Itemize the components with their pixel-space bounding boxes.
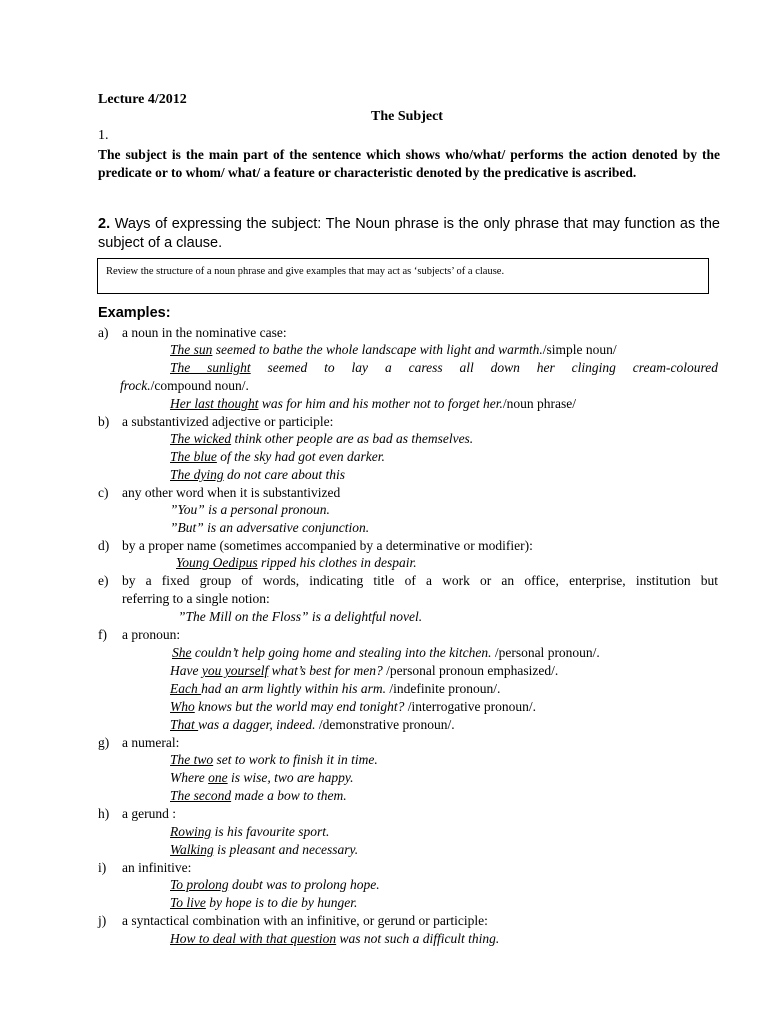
example-rest: was a dagger, indeed. [198,717,319,732]
example-g3 [170,788,347,804]
example-subject: She [172,645,192,660]
example-subject: Young Oedipus [176,555,258,570]
example-rest: had an arm lightly within his arm. [201,681,390,696]
example-subject: The dying [170,467,224,482]
example-a3 [170,396,576,412]
example-j1 [170,931,499,947]
list-item-j [98,913,488,929]
list-item-e-line2: referring to a single notion: [122,591,270,606]
page-title: The Subject [371,109,443,124]
section-2 [98,215,720,253]
list-item-h [98,806,176,822]
example-f4 [170,699,536,715]
example-rest: set to work to finish it in time. [213,752,378,767]
list-label: f) [98,627,107,642]
example-rest: ripped his clothes in despair. [257,555,417,570]
example-subject: you yourself [201,663,269,678]
subject-definition: The subject is the main part of the sentence which shows who/what/ performs the action denoted by the predicate or to whom/ what/ a feature or characteristic denoted by the predicative is ascribed. [98,147,720,180]
example-b3 [170,467,345,483]
lecture-label: Lecture 4/2012 [98,92,187,107]
list-label: a) [98,325,109,340]
example-i2 [170,895,357,911]
task-box-text: Review the structure of a noun phrase and give examples that may act as ‘subjects’ of a clause. [106,266,505,277]
example-b1 [170,431,473,447]
list-label: h) [98,806,110,821]
example-rest: think other people are as bad as themselves. [231,431,474,446]
list-item-text: a numeral: [122,735,180,750]
list-label: b) [98,414,110,429]
example-note: /personal pronoun/. [494,645,600,660]
section-2-text: Ways of expressing the subject: The Noun phrase is the only phrase that may function as the subject of a clause. [98,216,720,251]
example-rest: couldn’t help going home and stealing into the kitchen. [191,645,495,660]
example-h2 [170,842,358,858]
example-rest: made a bow to them. [231,788,347,803]
list-item-text: an infinitive: [122,860,192,875]
example-rest: is wise, two are happy. [227,770,354,785]
example-note: /compound noun/. [150,378,249,393]
example-rest: seemed to lay a caress all down her clinging cream-coloured [267,360,718,375]
example-a1 [170,342,617,358]
example-note: /noun phrase/ [502,396,577,411]
example-rest: was for him and his mother not to forget her. [258,396,503,411]
example-subject: Her last thought [170,396,259,411]
example-subject: one [208,770,228,785]
example-c2: ”But” is an adversative conjunction. [170,520,370,535]
section-1-number: 1. [98,128,109,143]
example-rest: seemed to bathe the whole landscape with light and warmth. [212,342,543,357]
example-subject: The sun [170,342,213,357]
list-item-i [98,860,191,876]
example-c1: ”You” is a personal pronoun. [170,502,330,517]
example-g2 [170,770,354,786]
list-item-text: a syntactical combination with an infinitive, or gerund or participle: [122,913,488,928]
example-pre: Have [170,663,202,678]
list-item-c [98,485,340,501]
example-a2-line1 [170,360,718,376]
example-f1 [172,645,600,661]
example-subject: Who [170,699,195,714]
task-box [97,258,709,294]
example-subject: To prolong [170,877,229,892]
list-label: e) [98,573,109,588]
example-rest: frock. [120,378,151,393]
example-h1 [170,824,329,840]
example-rest: by hope is to die by hunger. [205,895,358,910]
list-label: i) [98,860,107,875]
example-subject: Walking [170,842,214,857]
example-note: /personal pronoun emphasized/. [386,663,559,678]
list-item-e [98,573,122,589]
example-rest: was not such a difficult thing. [336,931,500,946]
example-subject: To live [170,895,206,910]
list-item-d [98,538,533,554]
example-i1 [170,877,380,893]
example-rest: of the sky had got even darker. [216,449,385,464]
example-f2 [170,663,558,679]
examples-heading: Examples: [98,305,171,321]
example-subject: The sunlight [170,360,251,375]
list-item-b [98,414,333,430]
example-note: /indefinite pronoun/. [389,681,501,696]
example-note: /interrogative pronoun/. [407,699,536,714]
list-label: j) [98,913,107,928]
example-f5 [170,717,455,733]
list-label: d) [98,538,110,553]
list-item-text: a pronoun: [122,627,181,642]
example-subject: How to deal with that question [170,931,337,946]
list-item-text: a substantivized adjective or participle: [122,414,334,429]
list-item-text: any other word when it is substantivized [122,485,341,500]
example-b2 [170,449,385,465]
list-item-a [98,325,287,341]
example-note: /simple noun/ [542,342,617,357]
example-subject: The wicked [170,431,232,446]
example-rest: is pleasant and necessary. [213,842,359,857]
list-item-text: a noun in the nominative case: [122,325,287,340]
example-rest: what’s best for men? [268,663,387,678]
list-item-e-line1: by a fixed group of words, indicating title of a work or an office, enterprise, institution but [122,573,718,588]
example-subject: The blue [170,449,217,464]
list-label: c) [98,485,109,500]
example-subject: That [170,717,199,732]
example-subject: Rowing [170,824,212,839]
list-item-g [98,735,179,751]
section-2-number: 2. [98,216,111,232]
example-e1: ”The Mill on the Floss” is a delightful novel. [178,609,423,624]
example-rest: knows but the world may end tonight? [194,699,408,714]
example-f3 [170,681,500,697]
example-subject: The two [170,752,214,767]
example-subject: The second [170,788,232,803]
list-item-text: a gerund : [122,806,176,821]
example-subject: Each [170,681,202,696]
example-rest: is his favourite sport. [211,824,330,839]
list-label: g) [98,735,110,750]
example-note: /demonstrative pronoun/. [318,717,455,732]
example-pre: Where [170,770,209,785]
list-item-text: by a proper name (sometimes accompanied by a determinative or modifier): [122,538,533,553]
list-item-f [98,627,180,643]
example-rest: do not care about this [223,467,345,482]
example-d1 [176,555,417,571]
example-rest: doubt was to prolong hope. [228,877,380,892]
example-g1 [170,752,378,768]
example-a2-line2 [120,378,249,394]
